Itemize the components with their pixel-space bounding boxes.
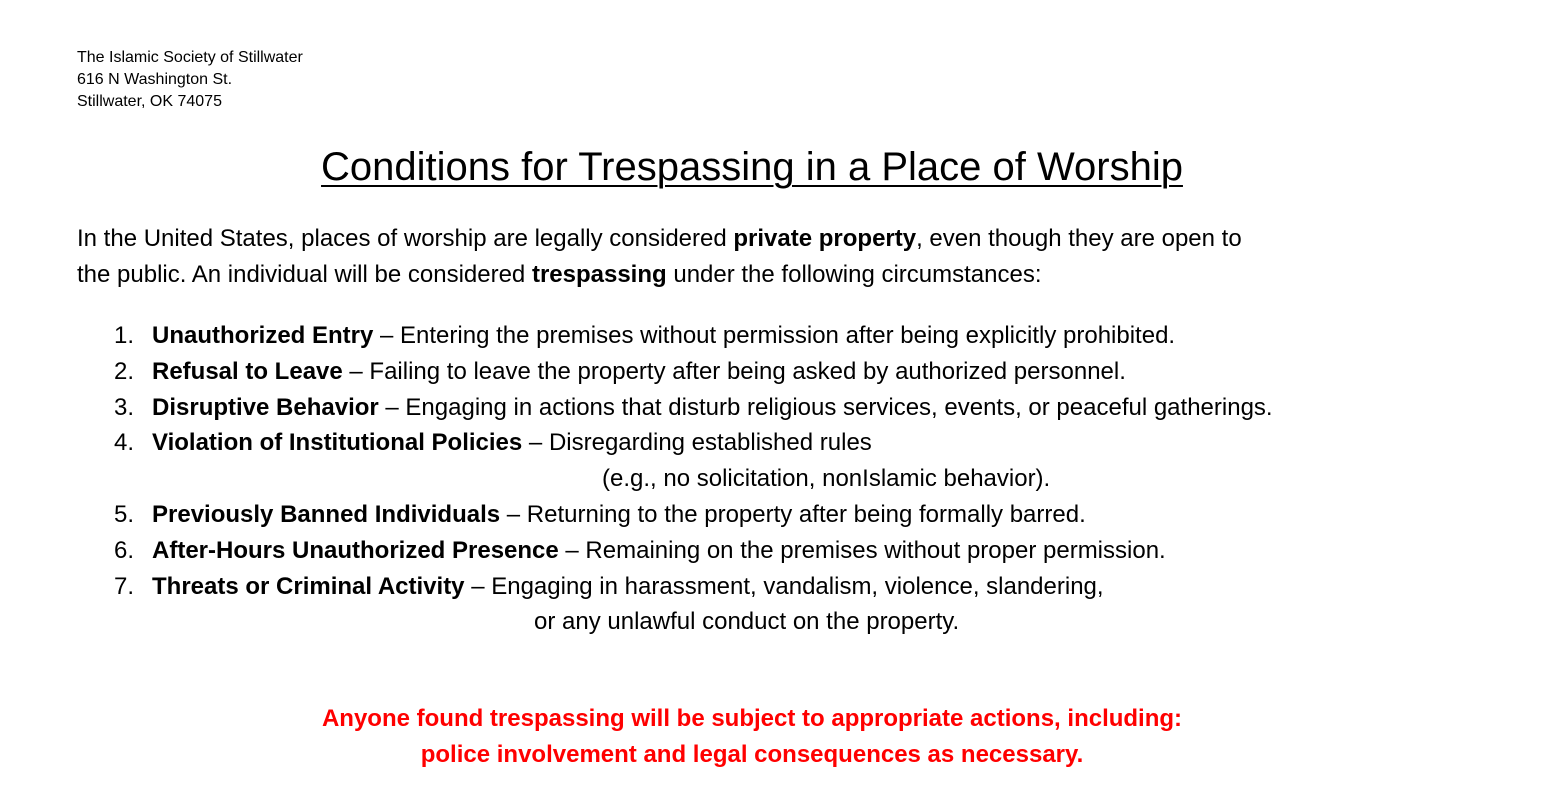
condition-term: Disruptive Behavior xyxy=(152,393,379,421)
intro-text: the public. An individual will be considered xyxy=(77,261,532,288)
list-item xyxy=(0,497,1544,533)
warning-notice xyxy=(0,701,1504,773)
intro-text: In the United States, places of worship are legally considered xyxy=(77,225,734,252)
intro-bold-term: trespassing xyxy=(531,261,667,288)
street-address: 616 N Washington St. xyxy=(77,71,233,88)
list-number: 6. xyxy=(114,536,135,564)
list-number: 5. xyxy=(114,500,135,528)
list-number: 7. xyxy=(114,572,135,600)
condition-term: Unauthorized Entry xyxy=(152,322,374,349)
list-item xyxy=(0,318,1544,354)
list-item xyxy=(0,569,1544,605)
intro-text: , even though they are open to xyxy=(916,225,1242,252)
condition-description: – Engaging in harassment, vandalism, violence, slandering, xyxy=(464,572,1104,600)
list-number: 2. xyxy=(114,357,135,385)
warning-line-1: Anyone found trespassing will be subject to appropriate actions, including: xyxy=(321,705,1183,732)
list-number: 4. xyxy=(114,429,135,457)
condition-term: Threats or Criminal Activity xyxy=(152,572,465,600)
intro-bold-term: private property xyxy=(733,225,917,252)
condition-description: – Disregarding established rules xyxy=(522,429,872,457)
document-title: Conditions for Trespassing in a Place of Worship xyxy=(321,145,1183,189)
intro-line-2 xyxy=(77,257,1457,293)
condition-description: – Engaging in actions that disturb religious services, events, or peaceful gatherings. xyxy=(378,393,1273,421)
condition-term: Refusal to Leave xyxy=(152,357,343,385)
conditions-list xyxy=(0,318,1544,640)
condition-description: – Entering the premises without permission after being explicitly prohibited. xyxy=(373,322,1176,349)
condition-continuation: or any unlawful conduct on the property. xyxy=(534,608,960,636)
list-item xyxy=(0,533,1544,569)
intro-text: under the following circumstances: xyxy=(666,261,1042,288)
condition-term: After-Hours Unauthorized Presence xyxy=(152,536,559,564)
intro-paragraph xyxy=(77,221,1457,293)
organization-address xyxy=(77,47,303,113)
city-state-zip: Stillwater, OK 74075 xyxy=(77,93,222,110)
condition-description: – Remaining on the premises without proper permission. xyxy=(558,536,1166,564)
condition-description: – Returning to the property after being formally barred. xyxy=(500,500,1086,528)
intro-line-1 xyxy=(77,221,1457,257)
list-item xyxy=(0,390,1544,426)
condition-term: Violation of Institutional Policies xyxy=(152,429,523,457)
list-item xyxy=(0,354,1544,390)
warning-line-2: police involvement and legal consequences as necessary. xyxy=(420,741,1084,768)
list-item xyxy=(0,425,1544,461)
condition-description: – Failing to leave the property after being asked by authorized personnel. xyxy=(342,357,1126,385)
condition-term: Previously Banned Individuals xyxy=(152,500,501,528)
list-number: 3. xyxy=(114,393,135,421)
condition-continuation: (e.g., no solicitation, nonIslamic behavior). xyxy=(602,465,1051,493)
list-number: 1. xyxy=(114,322,135,349)
organization-name: The Islamic Society of Stillwater xyxy=(77,49,303,66)
